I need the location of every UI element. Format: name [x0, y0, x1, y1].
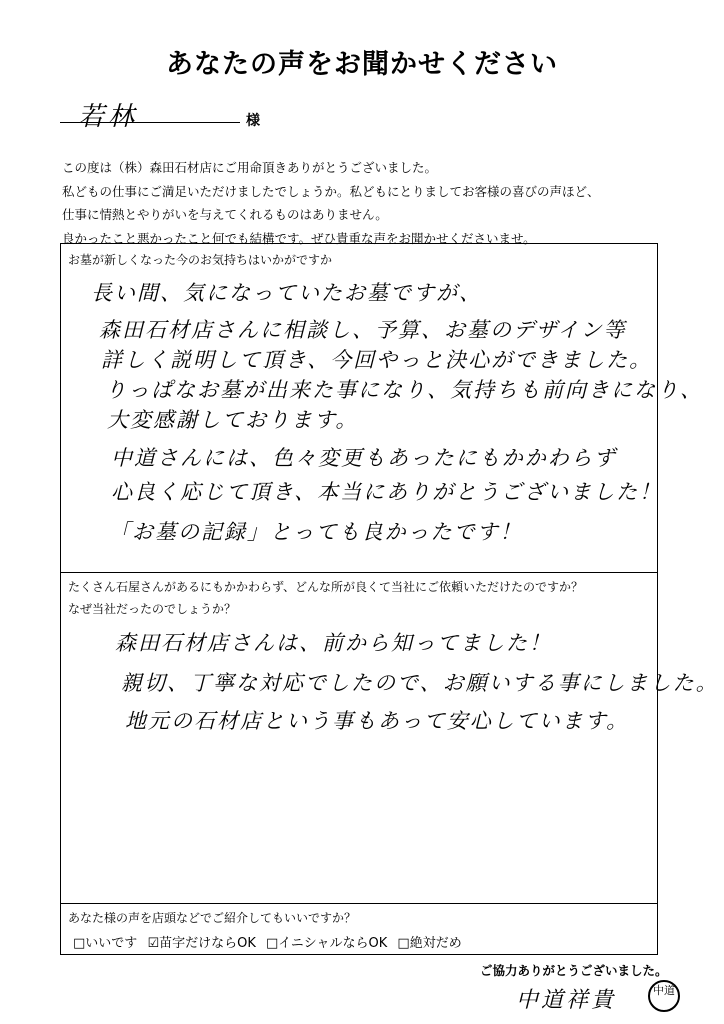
option-ok[interactable]: □いいです: [73, 936, 138, 951]
question-2-box: [60, 572, 719, 904]
option-initials-only[interactable]: □イニシャルならOK: [266, 936, 388, 951]
option-surname-only[interactable]: ☑苗字だけならOK: [147, 936, 256, 951]
answer-1-line: りっぱなお墓が出来た事になり、気持ちも前向きになり、: [105, 378, 703, 402]
intro-line: 良かったこと悪かったこと何でも結構です。ぜひ貴重な声をお聞かせくださいませ。: [62, 230, 536, 246]
answer-2-line: 地元の石材店という事もあって安心しています。: [125, 709, 630, 733]
question-3-box: [60, 903, 658, 955]
intro-line: 私どもの仕事にご満足いただけましたでしょうか。私どもにとりましてお客様の喜びの声ほど、: [62, 183, 600, 199]
customer-name: 若林: [78, 102, 139, 132]
answer-1-line: 長い間、気になっていたお墓ですが、: [91, 281, 482, 305]
answer-2-line: 親切、丁寧な対応でしたので、お願いする事にしました。: [121, 671, 719, 695]
answer-2-line: 森田石材店さんは、前から知ってました！: [115, 631, 552, 655]
answer-1-line: 森田石材店さんに相談し、予算、お墓のデザイン等: [99, 318, 627, 342]
intro-text: [62, 156, 600, 250]
page-title: あなたの声をお聞かせください: [166, 49, 558, 80]
question-1-text: お墓が新しくなった今のお気持ちはいかがですか: [68, 253, 333, 267]
answer-1-line: 「お墓の記録」とっても良かったです！: [109, 520, 523, 544]
name-underline: [60, 122, 240, 123]
consent-options: [73, 932, 468, 951]
question-1-box: [60, 243, 703, 573]
question-2-text: なぜ当社だったのでしょうか？: [68, 602, 237, 616]
staff-signature: 中道祥貴: [516, 988, 617, 1013]
intro-line: 仕事に情熱とやりがいを与えてくれるものはありません。: [62, 207, 388, 222]
thanks-text: ご協力ありがとうございました。: [480, 963, 668, 978]
name-seal-stamp: 中道: [648, 980, 680, 1012]
honorific: 様: [246, 113, 260, 129]
answer-1-line: 心良く応じて頂き、本当にありがとうございました！: [111, 480, 663, 504]
answer-1-line: 詳しく説明して頂き、今回やっと決心ができました。: [101, 348, 653, 372]
option-never[interactable]: □絶対だめ: [397, 936, 462, 951]
intro-line: この度は（株）森田石材店にご用命頂きありがとうございました。: [62, 160, 438, 175]
answer-1-line: 大変感謝しております。: [107, 408, 359, 432]
answer-1-line: 中道さんには、色々変更もあったにもかかわらず: [111, 446, 617, 470]
question-3-text: あなた様の声を店頭などでご紹介してもいいですか？: [68, 911, 357, 925]
question-2-text: たくさん石屋さんがあるにもかかわらず、どんな所が良くて当社にご依頼いただけたのですか？: [68, 580, 584, 594]
